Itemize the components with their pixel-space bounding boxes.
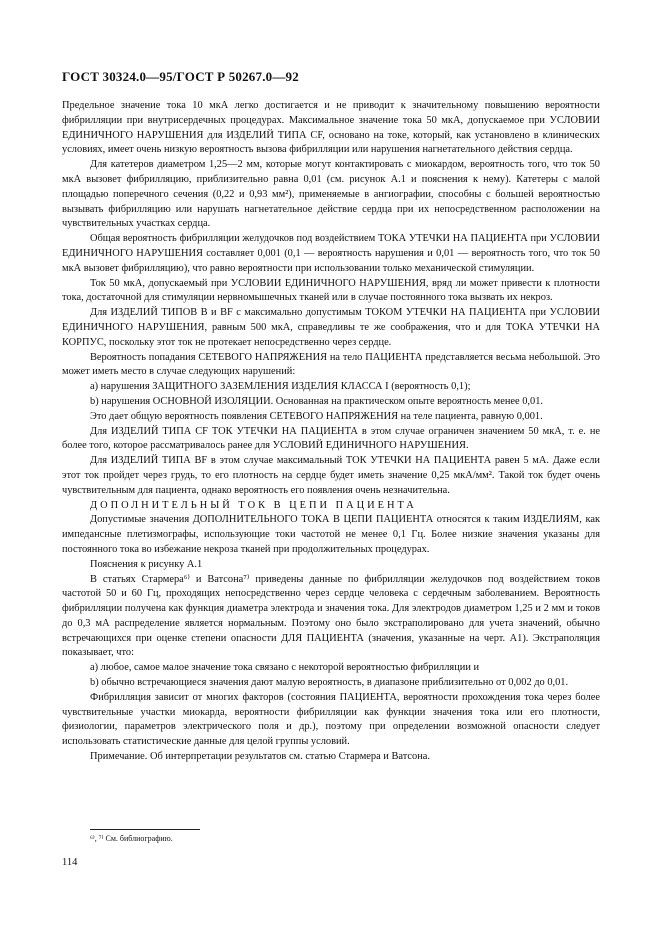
paragraph: Вероятность попадания СЕТЕВОГО НАПРЯЖЕНИЯ на тело ПАЦИЕНТА представляется весьма небольшой. Это может иметь место в случае следующих нарушений:	[62, 351, 600, 378]
footnote: ⁶⁾, ⁷⁾ См. библиографию.	[90, 834, 173, 843]
paragraph: Для ИЗДЕЛИЙ ТИПА CF ТОК УТЕЧКИ НА ПАЦИЕНТА в этом случае ограничен значением 50 мкА, т. е. не более того, которое рассматривалось ранее для УСЛОВИЙ ЕДИНИЧНОГО НАРУШЕНИЯ.	[62, 425, 600, 452]
footnote-divider	[90, 829, 200, 830]
paragraph: Для ИЗДЕЛИЙ ТИПОВ В и BF с максимально допустимым ТОКОМ УТЕЧКИ НА ПАЦИЕНТА при УСЛОВИИ ЕДИНИЧНОГО НАРУШЕНИЯ, равным 500 мкА, справедливы те же соображения, что и для ТОКА УТЕЧКИ НА КОРПУС, поскольку этот ток не протекает непосредственно через сердце.	[62, 307, 600, 348]
paragraph: Пояснения к рисунку А.1	[90, 558, 203, 570]
list-item: b) обычно встречающиеся значения дают малую вероятность, в диапазоне приблизительно от 0,002 до 0,01.	[90, 677, 569, 689]
section-heading: ДОПОЛНИТЕЛЬНЫЙ ТОК В ЦЕПИ ПАЦИЕНТА	[90, 499, 417, 511]
paragraph: В статьях Стармера⁶⁾ и Ватсона⁷⁾ приведены данные по фибрилляции желудочков под воздействием токов частотой 50 и 60 Гц, проходящих непосредственно через сердце человека с сердечным заболеванием. Вероятность фибрилляции получена как функция диаметра электрода и значения тока. Для электродов диаметром 1,25 и 2 мм и токов до 0,3 мА распределение является нормальным. Поэтому оно было экстраполировано для учета значений, обычно встречающихся при оценке степени опасности ДЛЯ ПАЦИЕНТА (значения, указанные на черт. А1). Экстраполяция показывает, что:	[62, 573, 600, 659]
note-paragraph: Примечание. Об интерпретации результатов см. статью Стармера и Ватсона.	[90, 751, 430, 763]
document-header: ГОСТ 30324.0—95/ГОСТ Р 50267.0—92	[62, 69, 299, 84]
paragraph: Предельное значение тока 10 мкА легко достигается и не приводит к значительному повышению вероятности фибрилляции при внутрисердечных процедурах. Максимальное значение тока 50 мкА, допускаемое при УСЛОВИИ ЕДИНИЧНОГО НАРУШЕНИЯ для ИЗДЕЛИЙ ТИПА CF, основано на токе, который, как установлено в клинических условиях, имеет очень низкую вероятность вызова фибрилляции или нарушения нагнетательного действия сердца.	[62, 100, 600, 156]
paragraph: Общая вероятность фибрилляции желудочков под воздействием ТОКА УТЕЧКИ НА ПАЦИЕНТА при УСЛОВИИ ЕДИНИЧНОГО НАРУШЕНИЯ составляет 0,001 (0,1 — вероятность нарушения и 0,01 — вероятность того, что ток 50 мкА вызовет фибрилляцию), что равно вероятности при использовании только механической стимуляции.	[62, 233, 600, 274]
paragraph: Для ИЗДЕЛИЙ ТИПА BF в этом случае максимальный ТОК УТЕЧКИ НА ПАЦИЕНТА равен 5 мА. Даже если этот ток пройдет через грудь, то его плотность на сердце будет иметь значение 0,25 мкА/мм². Такой ток будет очень чувствительным для пациента, однако вероятность его появления очень незначительна.	[62, 455, 600, 496]
paragraph: Ток 50 мкА, допускаемый при УСЛОВИИ ЕДИНИЧНОГО НАРУШЕНИЯ, вряд ли может привести к плотности тока, достаточной для стимуляции нервномышечных тканей или в случае постоянного тока вызвать их некроз.	[62, 277, 600, 304]
paragraph: Фибрилляция зависит от многих факторов (состояния ПАЦИЕНТА, вероятности прохождения тока через более чувствительные участки миокарда, вероятности фибрилляции как функции значения тока или его плотности, физиологии, параметров электрического поля и др.), поэтому при определении возможной опасности следует использовать статистические данные для целой группы условий.	[62, 691, 600, 748]
document-body	[62, 99, 600, 765]
page-number: 114	[62, 857, 78, 868]
paragraph: Это дает общую вероятность появления СЕТЕВОГО НАПРЯЖЕНИЯ на теле пациента, равную 0,001.	[90, 410, 543, 422]
paragraph: Допустимые значения ДОПОЛНИТЕЛЬНОГО ТОКА В ЦЕПИ ПАЦИЕНТА относятся к таким ИЗДЕЛИЯМ, как импеданcные плетизмографы, использующие токи частотой не менее 0,1 Гц. Более низкие значения указаны для постоянного тока во избежание некроза тканей при продолжительных процедурах.	[62, 514, 600, 555]
paragraph: Для катетеров диаметром 1,25—2 мм, которые могут контактировать с миокардом, вероятность того, что ток 50 мкА вызовет фибрилляцию, приблизительно равна 0,01 (см. рисунок А.1 и пояснения к нему). Катетеры с малой площадью поперечного сечения (0,22 и 0,93 мм²), применяемые в ангиографии, способны с большей вероятностью вызывать фибрилляцию или нарушать нагнетательное действие сердца при их непосредственном расположении на чувствительных участках сердца.	[62, 159, 600, 230]
list-item: a) любое, самое малое значение тока связано с некоторой вероятностью фибрилляции и	[90, 662, 480, 674]
list-item: b) нарушения ОСНОВНОЙ ИЗОЛЯЦИИ. Основанная на практическом опыте вероятность менее 0,01.	[90, 395, 544, 407]
list-item: a) нарушения ЗАЩИТНОГО ЗАЗЕМЛЕНИЯ ИЗДЕЛИЯ КЛАССА I (вероятность 0,1);	[90, 381, 471, 393]
